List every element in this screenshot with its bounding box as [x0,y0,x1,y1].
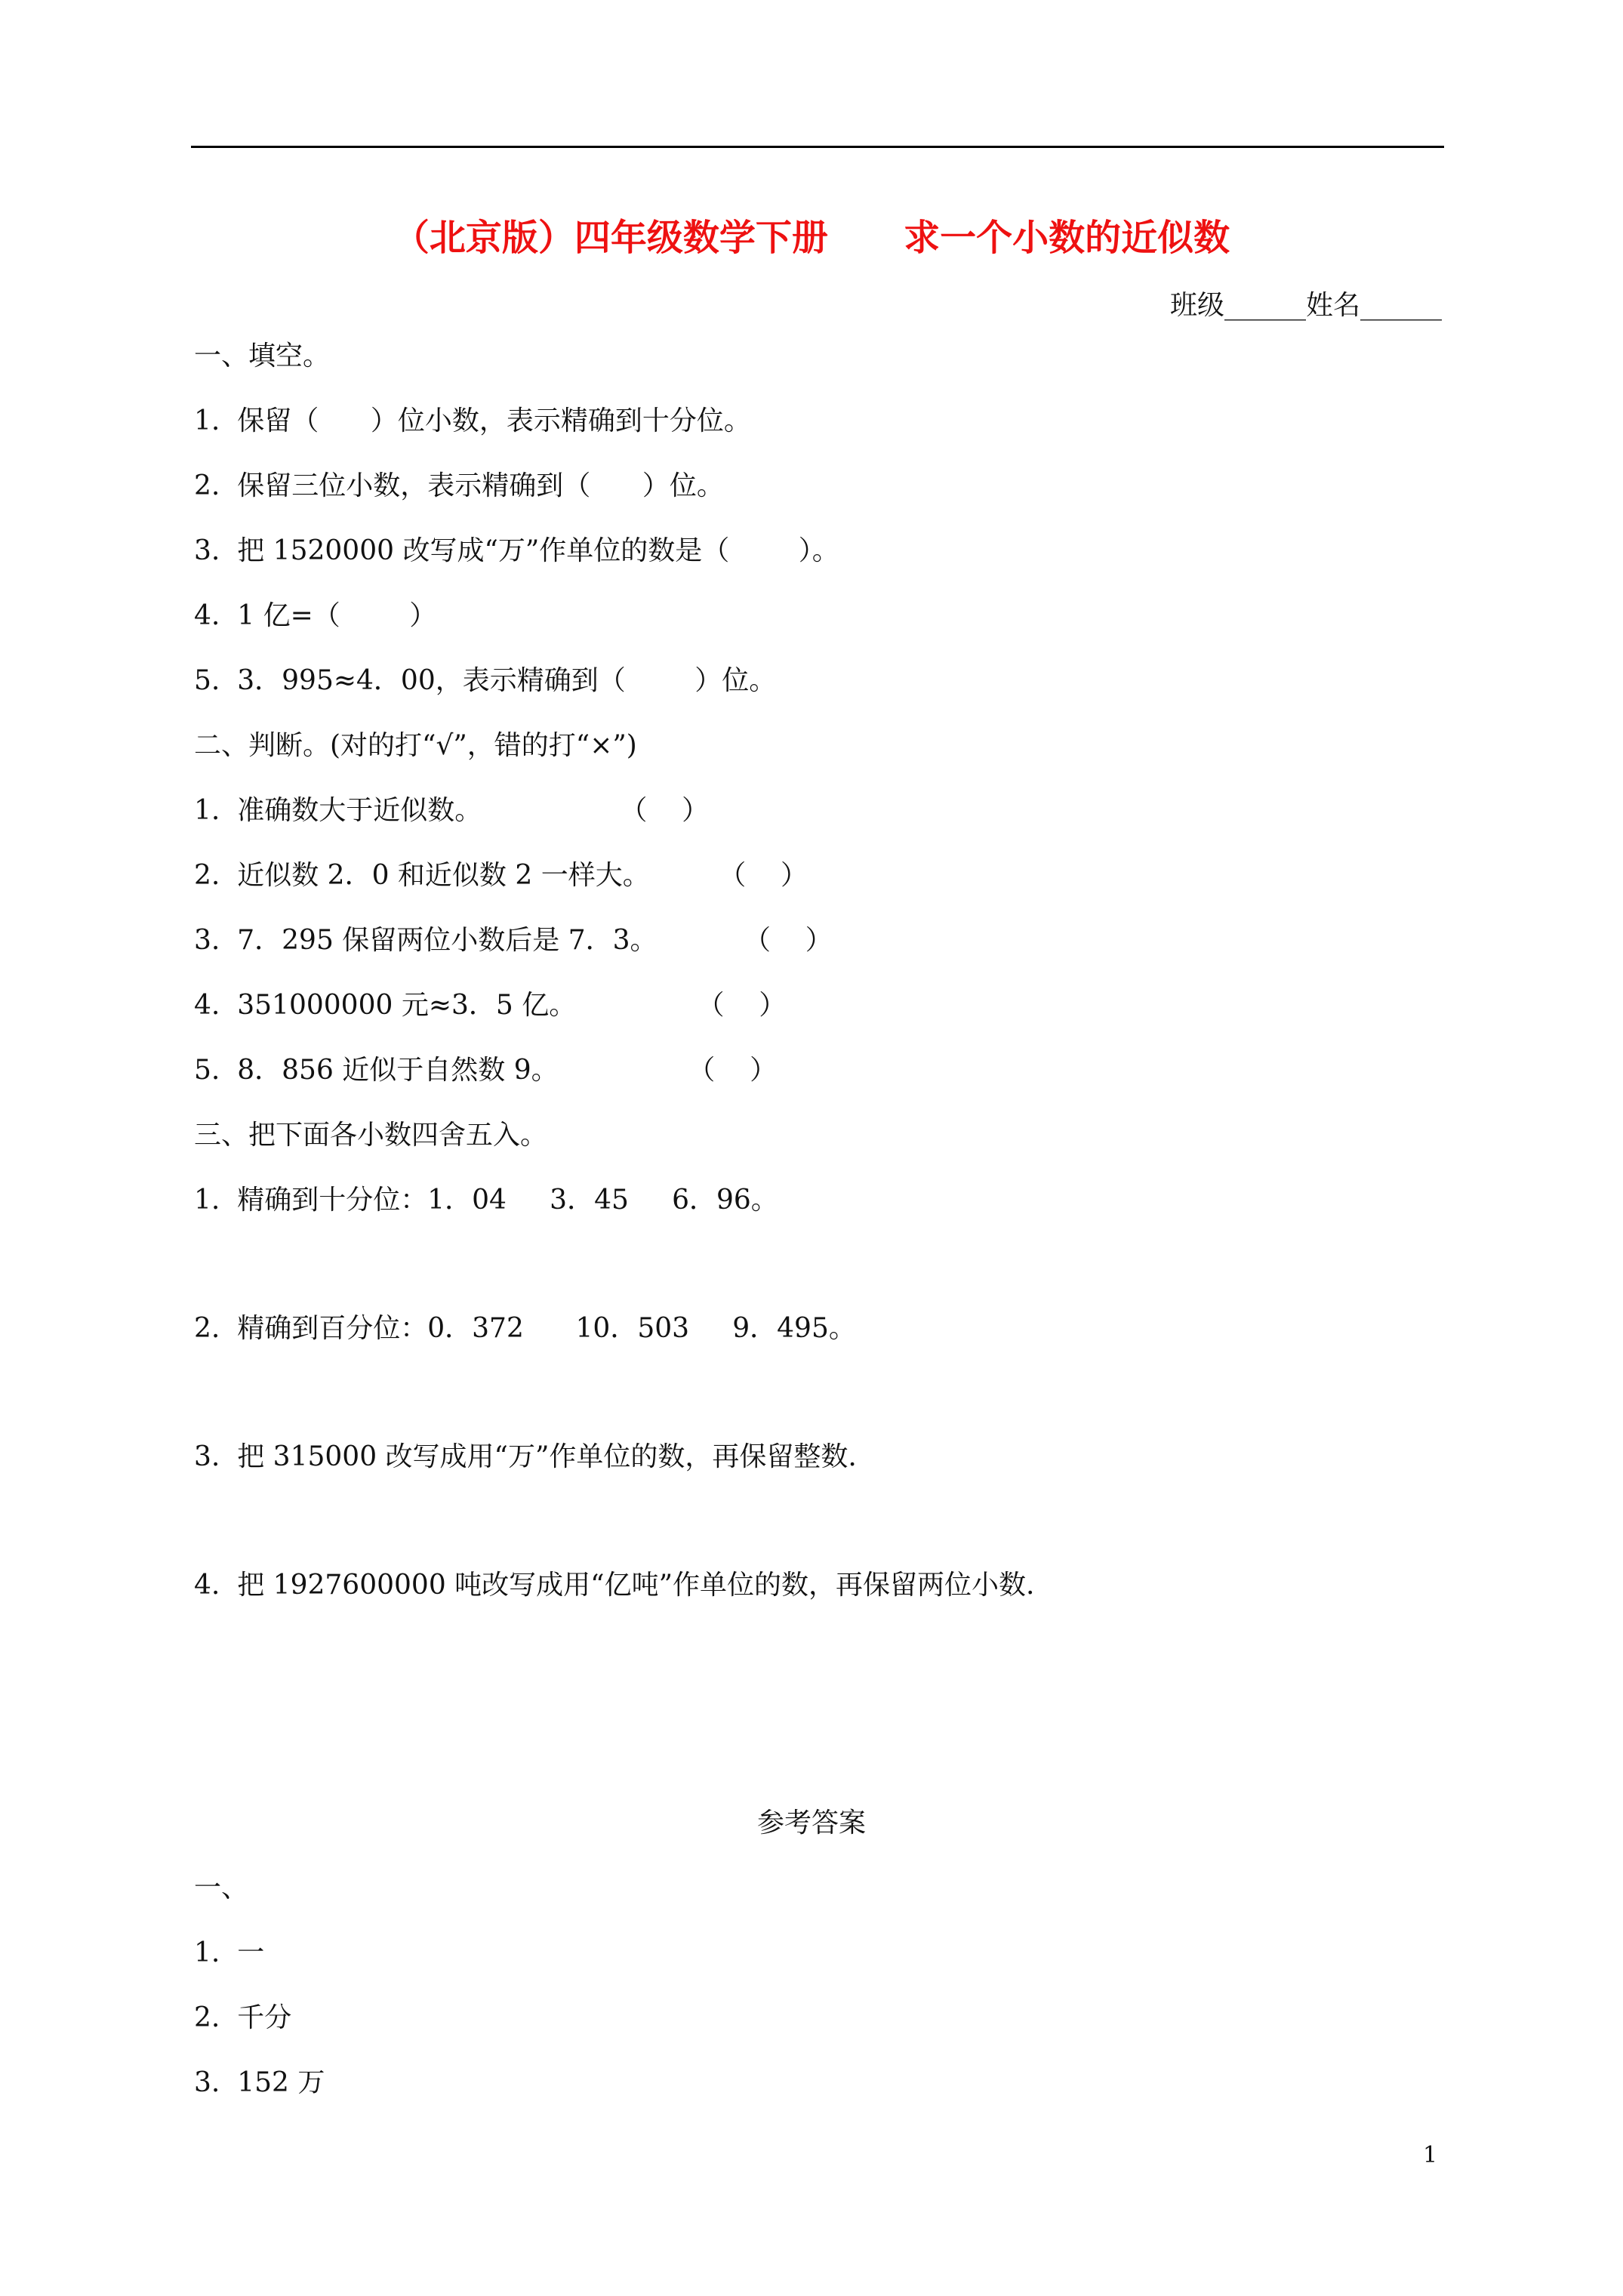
section3-item-4: 4. 把 1927600000 吨改写成用“亿吨”作单位的数，再保留两位小数. [194,1570,1035,1601]
section1-item-4: 4. 1 亿=（ ） [194,600,437,631]
page-number: 1 [1423,2142,1438,2168]
section2-heading: 二、判断。(对的打“√”，错的打“×”) [194,730,637,761]
answers-item-1: 1. 一 [194,1937,265,1968]
section3-item-2: 2. 精确到百分位：0．372 10．503 9．495。 [194,1313,856,1344]
section2-item-3: 3. 7．295 保留两位小数后是 7．3。 （ ） [194,925,833,956]
section2-item-1: 1. 准确数大于近似数。 （ ） [194,795,710,826]
section2-item-4: 4. 351000000 元≈3．5 亿。 （ ） [194,990,787,1021]
answers-heading: 一、 [194,1872,249,1903]
section1-heading: 一、填空。 [194,341,331,371]
section1-item-3: 3. 把 1520000 改写成“万”作单位的数是（ ）。 [194,535,839,566]
answers-item-3: 3. 152 万 [194,2067,325,2098]
section3-item-1: 1. 精确到十分位：1．04 3．45 6．96。 [194,1185,778,1216]
section1-item-2: 2. 保留三位小数，表示精确到（ ）位。 [194,470,724,501]
answers-item-2: 2. 千分 [194,2002,292,2033]
section1-item-1: 1. 保留（ ）位小数，表示精确到十分位。 [194,405,751,436]
answers-title: 参考答案 [756,1808,866,1838]
section2-item-2: 2. 近似数 2．0 和近似数 2 一样大。 （ ） [194,860,808,891]
section2-item-5: 5. 8．856 近似于自然数 9。 （ ） [194,1055,778,1086]
section1-item-5: 5. 3．995≈4．00，表示精确到（ ）位。 [194,665,777,696]
section3-heading: 三、把下面各小数四舍五入。 [194,1120,548,1151]
section3-item-3: 3. 把 315000 改写成用“万”作单位的数，再保留整数. [194,1441,857,1472]
header-rule [191,146,1444,148]
page-title: （北京版）四年级数学下册 求一个小数的近似数 [393,217,1230,259]
class-name-line: 班级______姓名______ [1169,290,1442,321]
